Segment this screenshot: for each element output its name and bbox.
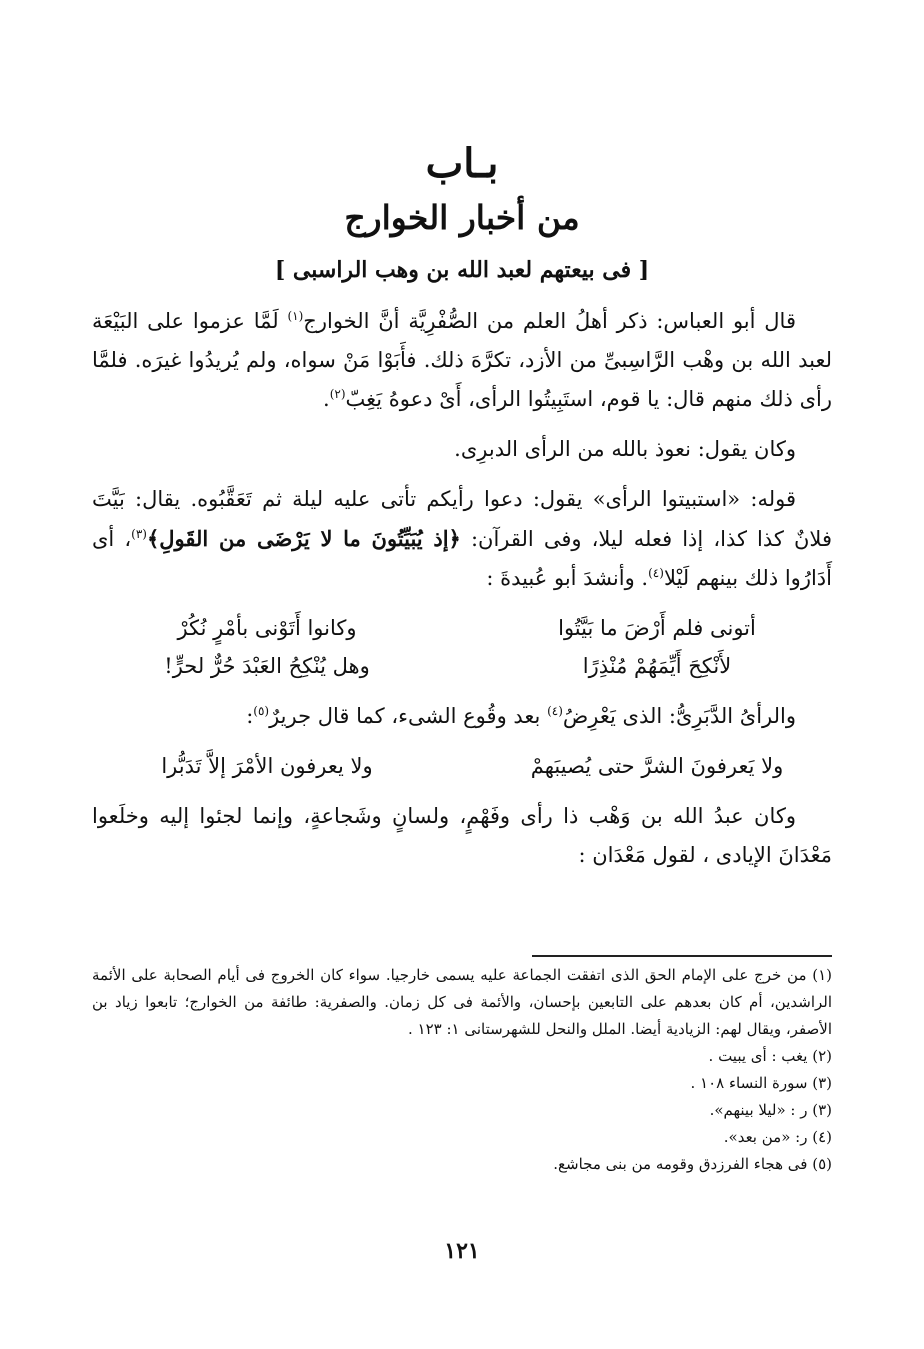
footnote-ref: (٢) <box>329 387 346 401</box>
footnote: (٣) ر : «ليلا بينهم». <box>709 1101 832 1119</box>
footnote: (٢) يغب : أى يبيت . <box>708 1047 832 1065</box>
verse-block-1 <box>92 609 832 685</box>
verse-second-hemistich: وهل يُنْكِحُ العَبْدَ حُرٌّ لحرٍّ! <box>164 653 370 678</box>
verse-first-hemistich: ولا يَعرفونَ الشرَّ حتى يُصيبَهمْ <box>530 753 784 778</box>
verse-line <box>92 609 832 647</box>
verse-line <box>92 747 832 785</box>
footnote: (٥) فى هجاء الفرزدق وقومه من بنى مجاشع. <box>553 1155 832 1173</box>
paragraph-text: قال أبو العباس: ذكر أهلُ العلم من الصُّفْرِيَّة أنَّ الخوارج <box>303 309 796 333</box>
paragraph-text: والرأىُ الدَّبَرِىُّ: الذى يَعْرِضُ <box>562 704 796 728</box>
paragraph-4 <box>92 697 832 736</box>
paragraph-2 <box>92 430 832 469</box>
verse-first-hemistich: لأَنْكِحَ أَيِّمَهُمْ مُنْذِرًا <box>582 653 732 678</box>
paragraph-text: ، أى أَدَارُوا ذلك بينهم لَيْلا <box>92 527 832 590</box>
footnote: (١) من خرج على الإمام الحق الذى اتفقت الجماعة عليه يسمى خارجيا. سواء كان الخروج فى أيام الصحابة على الأئمة الراشدين، أم كان بعدهم على التابعين بإحسان، والأئمة فى كل زمان. والصفرية: طائفة من الخوارج؛ تابعوا زياد بن الأصفر، ويقال لهم: الزيادية أيضا. الملل والنحل للشهرستانى ١: ١٢٣ . <box>92 966 832 1038</box>
footnote: (٤) ر: «من بعد». <box>723 1128 832 1146</box>
paragraph-3 <box>92 480 832 598</box>
paragraph-text: لَمَّا عزموا على البَيْعَة لعبد الله بن وهْب الرَّاسِبىِّ من الأزد، تكرَّهَ ذلك. فأَبَوْا مَنْ سواه، ولم يُريدُوا غيرَه. فلمَّا رأى ذلك منهم قال: يا قوم، استَبِيتُوا الرأى، أَىْ دعوهُ يَغِبّ <box>92 309 832 411</box>
verse-block-2 <box>92 747 832 785</box>
paragraph-text: . وأنشدَ أبو عُبيدةَ : <box>486 566 649 590</box>
footnote-ref: (١) <box>287 309 304 323</box>
footnotes <box>92 962 832 1178</box>
paragraph-text: بعد وقُوع الشىء، كما قال جريرٌ <box>269 704 548 728</box>
verse-line <box>92 647 832 685</box>
main-text <box>92 302 832 886</box>
paragraph-text: : <box>246 704 254 728</box>
paragraph-text: قوله: «استبيتوا الرأى» يقول: دعوا رأيكم تأتى عليه ليلة ثم تَعَقَّبُوه. يقال: بَيَّتَ فلانٌ كذا كذا، إذا فعله ليلا، وفى القرآن: <box>92 487 832 551</box>
chapter-title: من أخبار الخوارج <box>344 198 580 237</box>
page-number: ١٢١ <box>444 1238 480 1264</box>
footnote-ref: (٥) <box>253 704 270 718</box>
chapter-subtitle: [ فى بيعتهم لعبد الله بن وهب الراسبى ] <box>274 257 650 283</box>
verse-second-hemistich: وكانوا أَتَوْنى بأمْرٍ نُكُرْ <box>177 615 357 640</box>
paragraph-text: وكان عبدُ الله بن وَهْب ذا رأى وفَهْمٍ، ولسانٍ وشَجاعةٍ، وإنما لجئوا إليه وخلَعوا مَعْدَانَ الإيادى ، لقول مَعْدَان : <box>92 804 832 867</box>
footnote-ref: (٤) <box>547 704 563 718</box>
footnote-divider <box>532 955 832 957</box>
paragraph-text: . <box>323 387 330 411</box>
verse-first-hemistich: أتونى فلم أَرْضَ ما بَيَّتُوا <box>558 615 756 640</box>
paragraph-1 <box>92 302 832 419</box>
footnote: (٣) سورة النساء ١٠٨ . <box>690 1074 832 1092</box>
footnote-ref: (٣) <box>131 527 147 541</box>
chapter-label: بـاب <box>425 140 499 187</box>
quran-quote: ﴿إذ يُبَيِّتُونَ ما لا يَرْضَى من القَولِ﴾ <box>146 526 461 551</box>
verse-second-hemistich: ولا يعرفون الأمْرَ إلاَّ تَدَبُّرا <box>161 753 373 778</box>
footnote-ref: (٤) <box>648 566 664 580</box>
paragraph-text: وكان يقول: نعوذ بالله من الرأى الدبرِى. <box>454 437 796 461</box>
paragraph-5 <box>92 797 832 875</box>
